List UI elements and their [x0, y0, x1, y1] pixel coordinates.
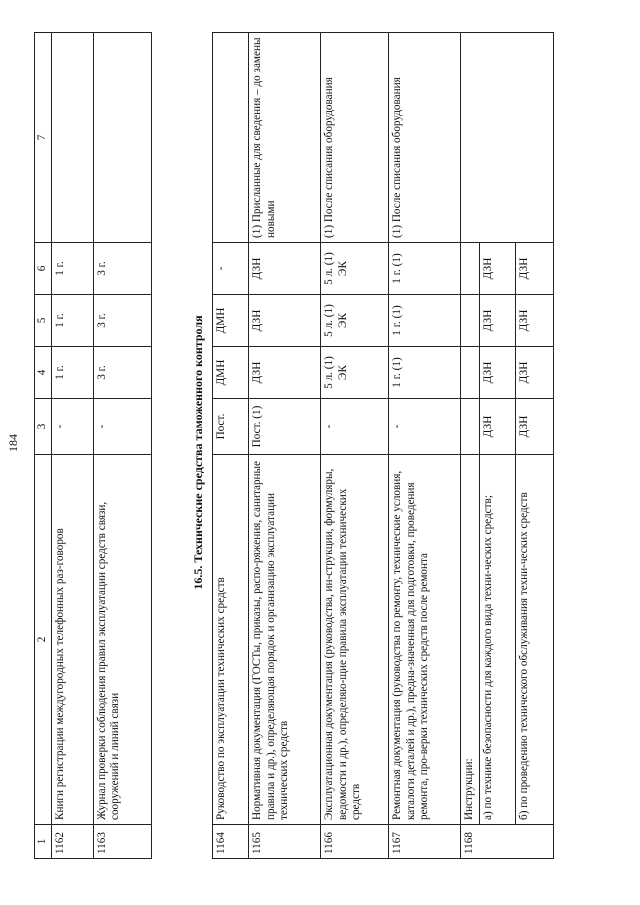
table-row: [461, 33, 480, 859]
row-col4: ДЗН: [249, 347, 321, 399]
empty-cell: [461, 347, 480, 399]
section-title: 16.5. Технические средства таможенного контроля: [191, 315, 205, 590]
row-col7: (1) После списания оборудования: [389, 33, 461, 243]
table-row: [93, 33, 151, 859]
row-col4: 3 г.: [93, 347, 151, 399]
sub-row-col6: ДЗН: [479, 243, 515, 295]
col-index-1: 1: [35, 825, 52, 859]
page-number: 184: [6, 434, 20, 452]
row-col3: -: [51, 399, 93, 455]
sub-row-col4: ДЗН: [479, 347, 515, 399]
row-col3: Пост. (1): [249, 399, 321, 455]
row-col6: ДЗН: [249, 243, 321, 295]
row-col3: -: [321, 399, 389, 455]
row-col7: [93, 33, 151, 243]
row-number: 1167: [389, 825, 461, 859]
sub-row-col6: ДЗН: [515, 243, 553, 295]
column-index-row: [35, 33, 52, 859]
top-table: [34, 32, 152, 859]
table-row: [213, 33, 249, 859]
row-col5: ДЗН: [249, 295, 321, 347]
row-col3: -: [389, 399, 461, 455]
row-col7: (1) После списания оборудования: [321, 33, 389, 243]
row-col4: 1 г.: [51, 347, 93, 399]
sub-row-col4: ДЗН: [515, 347, 553, 399]
row-col6: 1 г.: [51, 243, 93, 295]
sub-row-col5: ДЗН: [515, 295, 553, 347]
sub-row-col3: ДЗН: [479, 399, 515, 455]
col-index-5: 5: [35, 295, 52, 347]
table-row: [51, 33, 93, 859]
empty-cell: [461, 295, 480, 347]
row-col4: 5 л. (1) ЭК: [321, 347, 389, 399]
table-row: [321, 33, 389, 859]
row-col6: -: [213, 243, 249, 295]
row-col4: 1 г. (1): [389, 347, 461, 399]
row-name: Нормативная документация (ГОСТы, приказы, распо-ряжения, санитарные правила и др.), определяющая порядок и организацию эксплуатации технических средств: [249, 455, 321, 825]
bottom-table: [212, 32, 554, 859]
sub-row-name: б) по проведению технического обслуживания техни-ческих средств: [515, 455, 553, 825]
row-name: Ремонтная документация (руководства по ремонту, технические условия, каталоги деталей и др.), предна-значенная для подготовки, проведения ремонта, про-верки технических средств после ремонта: [389, 455, 461, 825]
row-name: Руководство по эксплуатации технических средств: [213, 455, 249, 825]
sub-row-name: а) по технике безопасности для каждого вида техни-ческих средств;: [479, 455, 515, 825]
row-col7: (1) Присланные для сведения – до замены новыми: [249, 33, 321, 243]
row-col4: ДМН: [213, 347, 249, 399]
row-number: 1163: [93, 825, 151, 859]
empty-cell: [461, 243, 480, 295]
row-col6: 5 л. (1) ЭК: [321, 243, 389, 295]
row-col5: 5 л. (1) ЭК: [321, 295, 389, 347]
row-col3: -: [93, 399, 151, 455]
row-col6: 3 г.: [93, 243, 151, 295]
row-col7: [51, 33, 93, 243]
row-col5: 1 г.: [51, 295, 93, 347]
row-col5: ДМН: [213, 295, 249, 347]
row-col7: [213, 33, 249, 243]
col-index-4: 4: [35, 347, 52, 399]
col-index-3: 3: [35, 399, 52, 455]
row-name: Эксплуатационная документация (руководства, ин-струкции, формуляры, ведомости и др.), определяю-щие правила эксплуатации технических средств: [321, 455, 389, 825]
row-name: Книги регистрации междугородных телефонных раз-говоров: [51, 455, 93, 825]
sub-row-col3: ДЗН: [515, 399, 553, 455]
empty-cell: [461, 33, 554, 243]
table-row: [389, 33, 461, 859]
row-name: Инструкции:: [461, 455, 480, 825]
sub-row-col5: ДЗН: [479, 295, 515, 347]
table-row: [249, 33, 321, 859]
row-number: 1164: [213, 825, 249, 859]
row-col5: 3 г.: [93, 295, 151, 347]
empty-cell: [461, 399, 480, 455]
row-number: 1166: [321, 825, 389, 859]
row-col5: 1 г. (1): [389, 295, 461, 347]
row-col6: 1 г. (1): [389, 243, 461, 295]
row-number: 1168: [461, 825, 554, 859]
row-name: Журнал проверки соблюдения правил эксплуатации средств связи, сооружений и линий связи: [93, 455, 151, 825]
row-number: 1162: [51, 825, 93, 859]
col-index-7: 7: [35, 33, 52, 243]
col-index-2: 2: [35, 455, 52, 825]
col-index-6: 6: [35, 243, 52, 295]
row-col3: Пост.: [213, 399, 249, 455]
row-number: 1165: [249, 825, 321, 859]
